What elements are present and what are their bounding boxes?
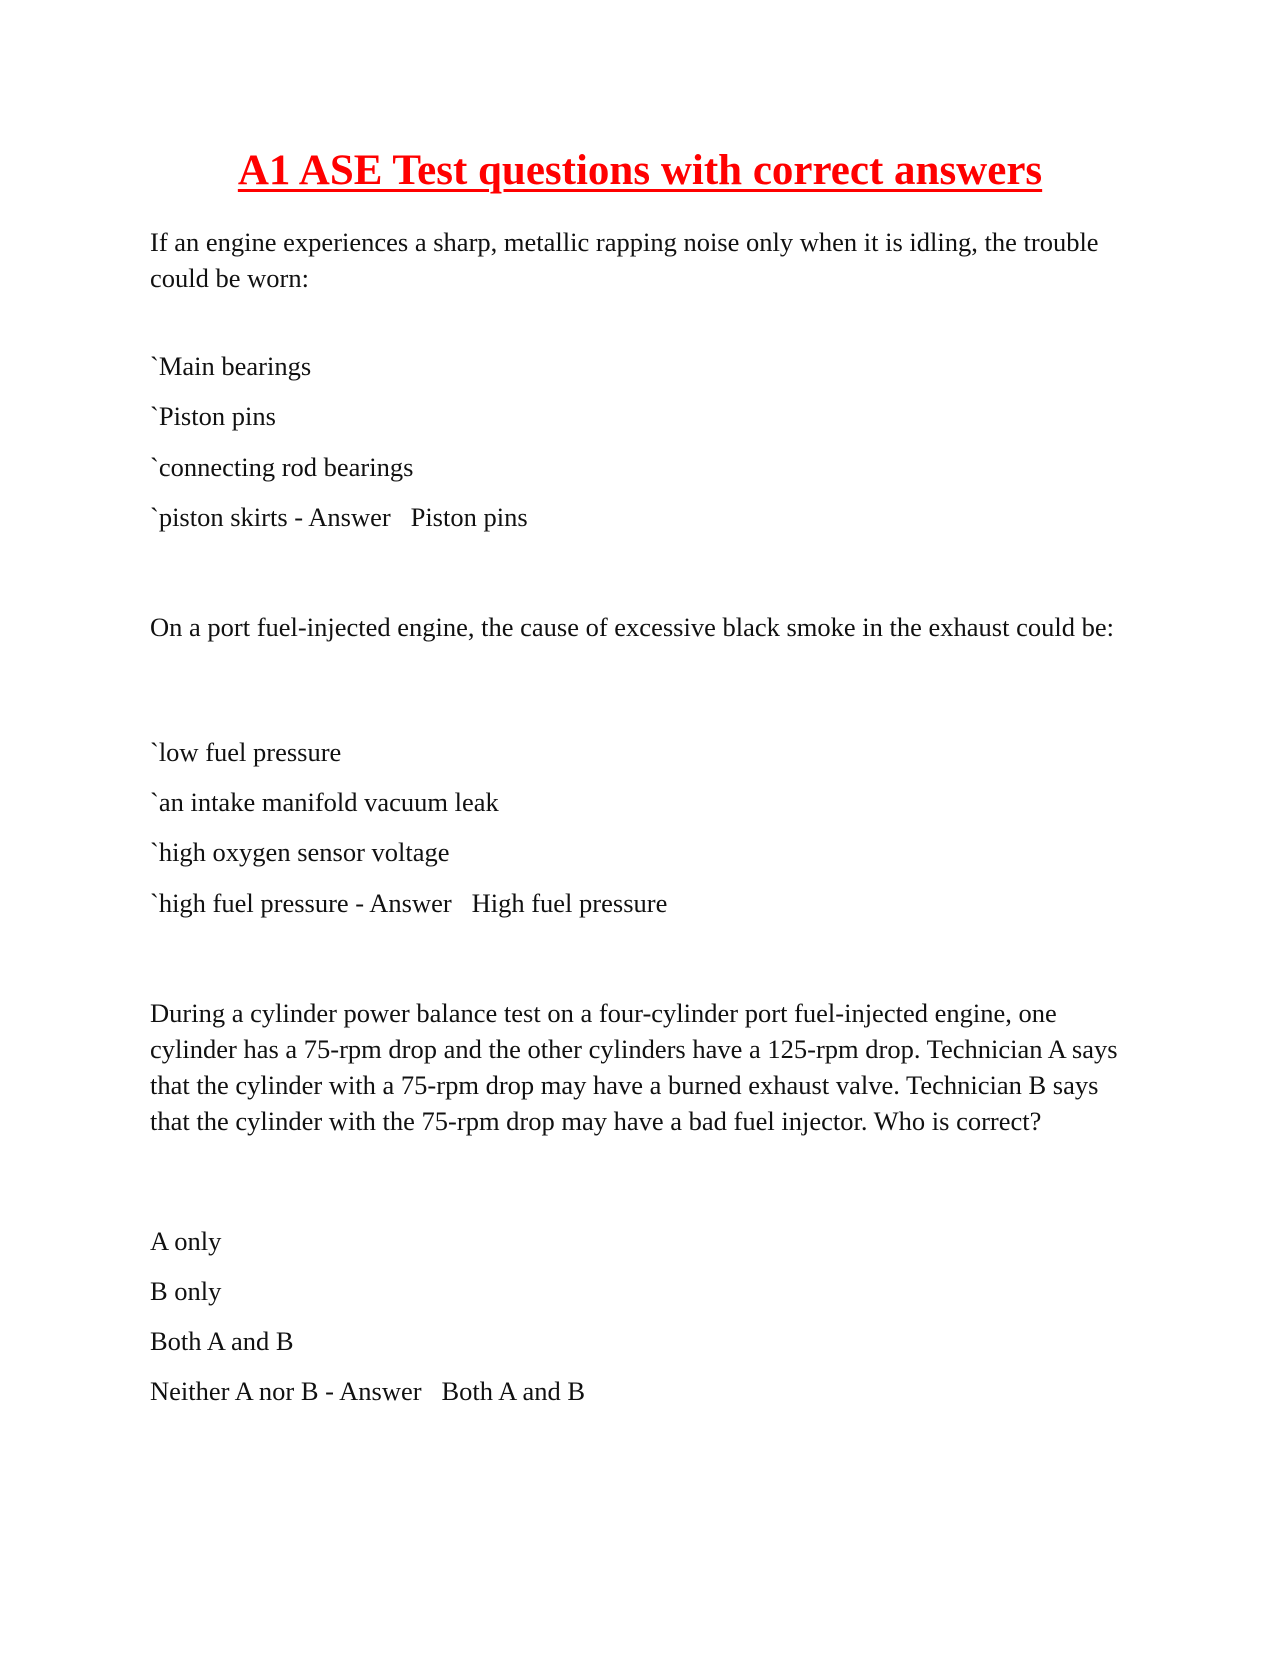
question-2-option-2: `an intake manifold vacuum leak bbox=[150, 787, 499, 817]
question-3-option-3: Both A and B bbox=[150, 1326, 294, 1356]
question-1-option-3: `connecting rod bearings bbox=[150, 452, 414, 482]
question-2-option-4-answer: `high fuel pressure - Answer High fuel pressure bbox=[150, 888, 668, 918]
question-2-option-3: `high oxygen sensor voltage bbox=[150, 837, 450, 867]
question-3-option-1: A only bbox=[150, 1226, 222, 1256]
question-1-option-1: `Main bearings bbox=[150, 351, 312, 381]
question-2-text: On a port fuel-injected engine, the cause of excessive black smoke in the exhaust could be: bbox=[150, 612, 1114, 642]
question-1-text: If an engine experiences a sharp, metallic rapping noise only when it is idling, the trouble could be worn: bbox=[150, 227, 1099, 293]
question-3-option-4-answer: Neither A nor B - Answer Both A and B bbox=[150, 1376, 586, 1406]
question-1-option-2: `Piston pins bbox=[150, 401, 276, 431]
question-2-option-1: `low fuel pressure bbox=[150, 737, 342, 767]
document-title: A1 ASE Test questions with correct answers bbox=[237, 147, 1043, 194]
question-1-option-4-answer: `piston skirts - Answer Piston pins bbox=[150, 502, 528, 532]
question-3-text: During a cylinder power balance test on a four-cylinder port fuel-injected engine, one cylinder has a 75-rpm drop and the other cylinders have a 125-rpm drop. Technician A says that the cylinder with a 75-rpm drop may have a burned exhaust valve. Technician B says that the cylinder with the 75-rpm drop may have a bad fuel injector. Who is correct? bbox=[150, 998, 1118, 1136]
question-3-option-2: B only bbox=[150, 1276, 222, 1306]
